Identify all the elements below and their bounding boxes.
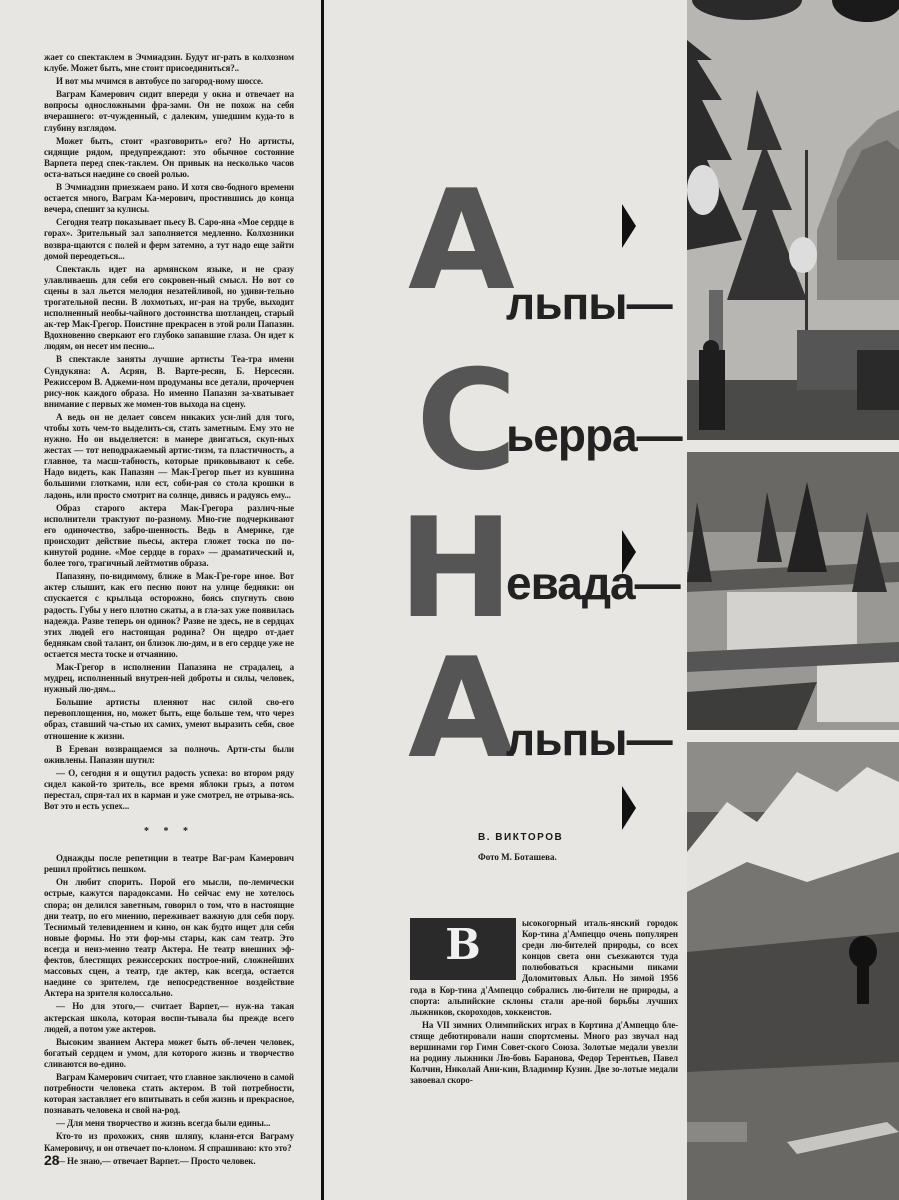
title-word: льпы— (506, 277, 672, 329)
page-number: 28 (44, 1152, 60, 1168)
title-word: евада— (506, 557, 680, 609)
paragraph: Большие артисты пленяют нас силой сво-его перевоплощения, но, может быть, еще больше тем, что через образ, ставший ча-стью их самих, умеют выразить себя, свое отношение к жизни. (44, 697, 294, 741)
right-article-column (410, 918, 678, 1088)
photo-street-scene (687, 0, 899, 440)
paragraph: В Ереван возвращаемся за полночь. Арти-сты были оживлены. Папазян шутил: (44, 743, 294, 765)
drop-cap (410, 918, 516, 980)
photo-credit: Фото М. Боташева. (478, 852, 557, 862)
title-letter: С (416, 340, 518, 501)
arrow-icon (622, 530, 636, 574)
paragraph: — О, сегодня я и ощутил радость успеха: во втором ряду сидел какой-то зритель, все время яблоки грыз, а потом перестал, спря-тал их в карман и уже смотрел, не отрыва-ясь. Вот это и есть успех... (44, 767, 294, 812)
paragraph: — Для меня творчество и жизнь всегда были едины... (56, 1118, 271, 1129)
title-letter: Н (398, 488, 514, 649)
paragraph: Кто-то из прохожих, сняв шляпу, кланя-ется Ваграму Камеровичу, и он отвечает по-клоном. Я спрашиваю: кто это? (44, 1131, 294, 1153)
paragraph: — Но для этого,— считает Варпет,— нуж-на такая актерская школа, которая воспи-тывала бы прежде всего людей, а потом уже актеров. (44, 1001, 294, 1034)
paragraph: В Эчмиадзин приезжаем рано. И хотя сво-бодного времени остается много, Ваграм Ка-мерович, простившись до конца вечера, спешит за кулисы. (44, 182, 294, 215)
paragraph: Спектакль идет на армянском языке, и не сразу улавливаешь для себя его сокровен-ный смысл. Но вот со сцены в зал льется мелодия незатейливой, но удиви-тельно трогательной песни. В лохмотьях, иг-рая на трубе, выходит исполненный необы-чайного достоинства шотландец, старый ак-тер Мак-Грегор. Поистине прекрасен в этой роли Папазян. Вдохновенно сверкают его глубоко запавшие глаза. Он идет к людям, он несет им песню... (44, 263, 294, 352)
paragraph: Ваграм Камерович сидит впереди у окна и отвечает на вопросы односложными фра-зами. Он не похож на себя вчерашнего: от-чужденный, с далеким, ушедшим куда-то в глубину взглядом. (44, 89, 294, 133)
paragraph: Папазяну, по-видимому, ближе в Мак-Гре-горе иное. Вот актер слышит, как его песню поют на улице бедняки: он спускается с крыльца осторожно, боясь спугнуть свою радость. Губы у него плотно сжаты, а в гла-зах уже появилась надежда. Разве теперь он одинок? Разве не здесь, не в сердцах этих людей его настоящая родина? Он щедро от-дает беднякам свой талант, он близок лю-дям, и в его сердце уже не остается места тоске и отчаянию. (44, 571, 294, 659)
arrow-icon (622, 786, 636, 830)
section-separator: * * * (144, 826, 194, 838)
paragraph: Ваграм Камерович считает, что главное заключено в самой потребности человека стать актером. В той потребности, которая заставляет его впитывать в себя жизнь и прекрасное, познавать человека и свой на-род. (44, 1071, 294, 1116)
paragraph: Однажды после репетиции в театре Ваг-рам Камерович решил пройтись пешком. (44, 853, 294, 875)
paragraph: — Не знаю,— отвечает Варпет.— Просто человек. (56, 1155, 256, 1166)
paragraph: Он любит спорить. Порой его мысли, по-лемически острые, кажутся парадоксами. Но сейчас ему не хотелось спора; он делился заветным, говорил о том, что в настоящие дни театр, по его мнению, переживает важную для себя пору. Теснимый телевидением и кино, он как будто ищет для себя новые формы. Но эти фор-мы стары, как сам театр. Это всегда и неиз-менно театр Актера. Не театр внешних эф-фектов, блестящих режиссерских построе-ний, сложнейших массовых сцен, а театр, где актер, как всегда, остается наедине со зрителем, где непосредственное воздействие Актера на зрителя колоссально. (44, 877, 294, 999)
arrow-icon (622, 204, 636, 248)
paragraph: Высоким званием Актера может быть об-лечен человек, богатый сердцем и умом, для которого жизнь и творчество сливаются во-едино. (44, 1036, 294, 1069)
title-word: льпы— (506, 713, 672, 765)
title-word: ьерра— (506, 409, 682, 461)
paragraph: А ведь он не делает совсем никаких уси-лий для того, чтобы хоть чем-то выделить-ся, стать заметным. Ему это не нужно. Но он выделяется: в манере двигаться, скуп-ных жестах — тот неподражаемый артис-тизм, та пластичность, а главное, та масш-табность, которые приковывают к себе. Надо видеть, как Папазян — Мак-Грегор пьет из кувшина большими глотками, или ест, соби-рая со стола крошки в ладонь, или просто смотрит на солнце, дивясь и радуясь ему... (44, 411, 294, 500)
paragraph: Образ старого актера Мак-Грегора различ-ные исполнители трактуют по-разному. Мно-гие подчеркивают его одиночество, забро-шенность. Ведь в Америке, где происходит действие пьесы, актера гложет тоска по по-кинутой родине. «Мое сердце в горах» — драматический и, более того, трагичный лейтмотив образа. (44, 502, 294, 569)
paragraph: Сегодня театр показывает пьесу В. Саро-яна «Мое сердце в горах». Зрительный зал заполняется медленно. Колхозники возвра-щаются с полей и ферм затемно, а тут надо еще зайти домой переодеться... (44, 217, 294, 261)
title-letter: А (408, 628, 515, 789)
column-divider (321, 0, 324, 1200)
paragraph: В спектакле заняты лучшие артисты Теа-тра имени Сундукяна: А. Асрян, В. Варте-ресян, Б. Нерсесян. Режиссером В. Аджеми-ном продуманы все детали, прочерчен рису-нок каждого образа. Но именно Папазян за-хватывает внимание с первых же момен-тов выхода на сцену. (44, 354, 294, 409)
article-title (330, 0, 685, 840)
author-byline: В. ВИКТОРОВ (478, 832, 564, 843)
paragraph: Может быть, стоит «разговорить» его? Но артисты, сидящие рядом, предупреждают: это обычное состояние Варпета перед спек-таклем. Он привык на несколько часов оста-ваться наедине со своей ролью. (44, 135, 294, 179)
drop-cap-letter: В (445, 920, 481, 969)
paragraph: Мак-Грегор в исполнении Папазяна не страдалец, а мудрец, исполненный внутрен-ней доброты и силы, человек, нужный лю-дям... (44, 661, 294, 695)
paragraph: жает со спектаклем в Эчмиадзин. Будут иг-рать в колхозном клубе. Может быть, мне стоит присоединиться?.. (44, 52, 294, 74)
paragraph: ысокогорный италь-янский городок Кор-тина д'Ампеццо очень популярен среди лю-бителей природы, со всех концов света они съезжаются туда полюбоваться красными пиками Доломитовых Альп. Но зимой 1956 года в Кор-тина д'Ампеццо собрались лю-бители не природы, а спорта: альпийские склоны стали аре-ной борьбы лучших лыжников, скороходов, хоккеистов. (410, 918, 678, 1017)
paragraph: На VII зимних Олимпийских играх в Кортина д'Ампеццо бле-стяще дебютировали наши спортсмены. Много раз звучал над вершинами гор Гимн Совет-ского Союза. Золотые медали увезли на родину лыжники Лю-бовь Баранова, Федор Терентьев, Павел Колчин, Николай Ани-кин, Владимир Кузин. Две зо-лотые медали завоевал скоро- (410, 1019, 678, 1086)
left-article-column (44, 52, 294, 1169)
title-letter: А (408, 160, 515, 321)
photo-mountain-ski-jump (687, 742, 899, 1200)
paragraph: И вот мы мчимся в автобусе по загород-ному шоссе. (56, 76, 264, 87)
photo-crowd-rink (687, 452, 899, 730)
